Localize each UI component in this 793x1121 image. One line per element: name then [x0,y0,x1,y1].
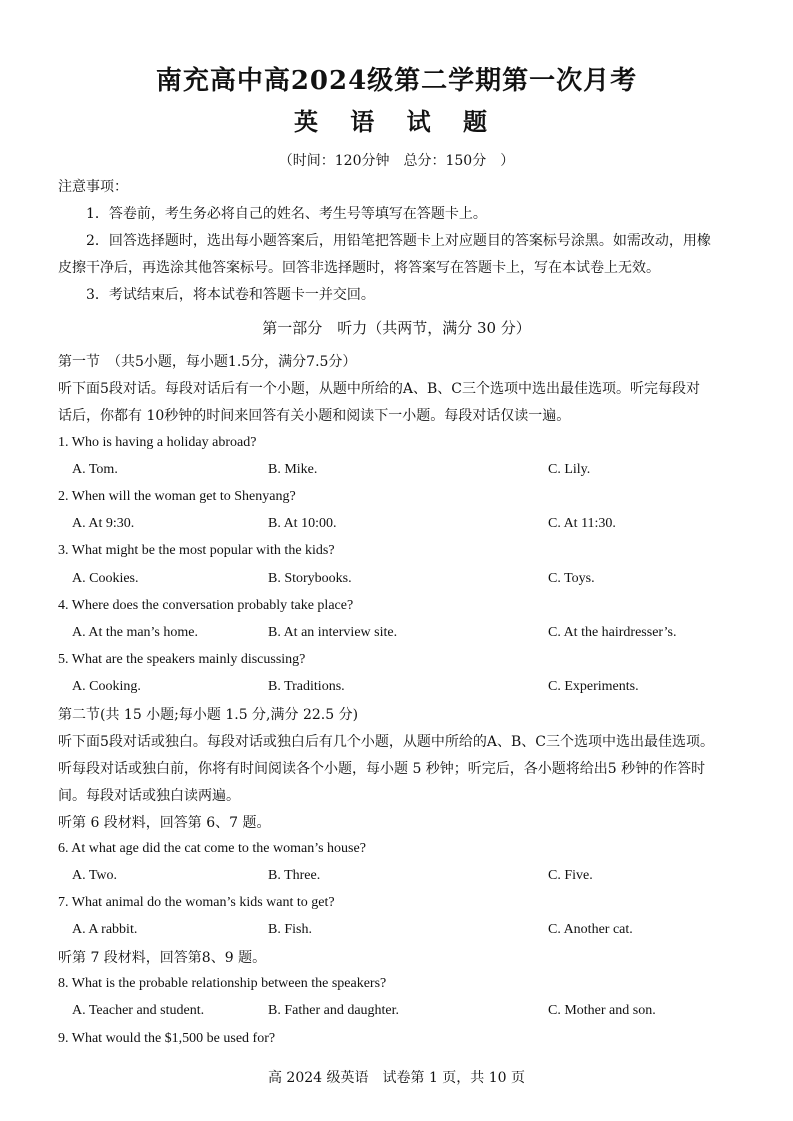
option-b: B. At an interview site. [268,625,398,640]
option-a: A. Two. [72,868,118,883]
question-text: 5. What are the speakers mainly discussing? [58,652,306,667]
option-b: B. Mike. [268,462,318,477]
section2-title: 第二节(共 15 小题;每小题 1.5 分,满分 22.5 分) [58,707,359,723]
page-footer: 高 2024 级英语 试卷第 1 页，共 10 页 [267,1070,526,1086]
option-a: A. At 9:30. [72,516,135,531]
option-a: A. A rabbit. [72,922,138,937]
part1-title: 第一部分 听力（共两节，满分 30 分） [262,319,531,337]
material-heading: 听第 7 段材料，回答第8、9 题。 [58,950,267,966]
notice-item: 1．答卷前，考生务必将自己的姓名、考生号等填写在答题卡上。 [86,206,487,222]
section1-instruction: 听下面5段对话。每段对话后有一个小题，从题中所给的A、B、C三个选项中选出最佳选项。听完每段对 [58,381,701,397]
option-c: C. Lily. [548,462,591,477]
option-c: C. Toys. [548,571,595,586]
option-b: B. Three. [268,868,321,883]
option-b: B. Father and daughter. [268,1003,400,1018]
notice-item: 3．考试结束后，将本试卷和答题卡一并交回。 [86,287,375,303]
notice-item: 皮擦干净后，再选涂其他答案标号。回答非选择题时，将答案写在答题卡上，写在本试卷上无效。 [58,260,660,276]
option-c: C. At 11:30. [548,516,616,531]
option-c: C. Another cat. [548,922,633,937]
option-b: B. At 10:00. [268,516,337,531]
option-b: B. Storybooks. [268,571,352,586]
section2-instruction: 听下面5段对话或独白。每段对话或独白后有几个小题，从题中所给的A、B、C三个选项中选出最佳选项。 [58,734,715,750]
page-title: 南充高中高2024级第二学期第一次月考 [155,66,638,96]
option-a: A. Tom. [72,462,118,477]
section2-instruction: 听每段对话或独白前，你将有时间阅读各个小题，每小题 5 秒钟；听完后，各小题将给出5 秒钟的作答时 [58,761,706,777]
material-heading: 听第 6 段材料，回答第 6、7 题。 [58,815,271,831]
question-text: 1. Who is having a holiday abroad? [58,435,257,450]
option-b: B. Traditions. [268,679,345,694]
question-text: 7. What animal do the woman’s kids want to get? [58,895,335,910]
question-text: 8. What is the probable relationship between the speakers? [58,976,387,991]
page-subtitle: 英 语 试 题 [293,107,500,136]
question-text: 2. When will the woman get to Shenyang? [58,489,296,504]
notice-heading: 注意事项： [58,179,128,195]
option-a: A. Cooking. [72,679,141,694]
option-c: C. Mother and son. [548,1003,656,1018]
option-c: C. At the hairdresser’s. [548,625,677,640]
option-a: A. At the man’s home. [72,625,198,640]
option-c: C. Five. [548,868,593,883]
option-b: B. Fish. [268,922,312,937]
question-text: 6. At what age did the cat come to the woman’s house? [58,841,366,856]
notice-item: 2．回答选择题时，选出每小题答案后，用铅笔把答题卡上对应题目的答案标号涂黑。如需改动，用橡 [86,233,711,249]
question-text: 4. Where does the conversation probably take place? [58,598,354,613]
section1-title: 第一节 （共5小题，每小题1.5分，满分7.5分） [58,354,357,370]
question-text: 9. What would the $1,500 be used for? [58,1031,276,1046]
question-text: 3. What might be the most popular with the kids? [58,543,335,558]
option-c: C. Experiments. [548,679,639,694]
option-a: A. Teacher and student. [72,1003,205,1018]
option-a: A. Cookies. [72,571,139,586]
section2-instruction: 间。每段对话或独白读两遍。 [58,788,240,804]
time-info: （时间：120分钟 总分：150分 ） [278,153,515,169]
section1-instruction: 话后，你都有 10秒钟的时间来回答有关小题和阅读下一小题。每段对话仅读一遍。 [58,408,571,424]
